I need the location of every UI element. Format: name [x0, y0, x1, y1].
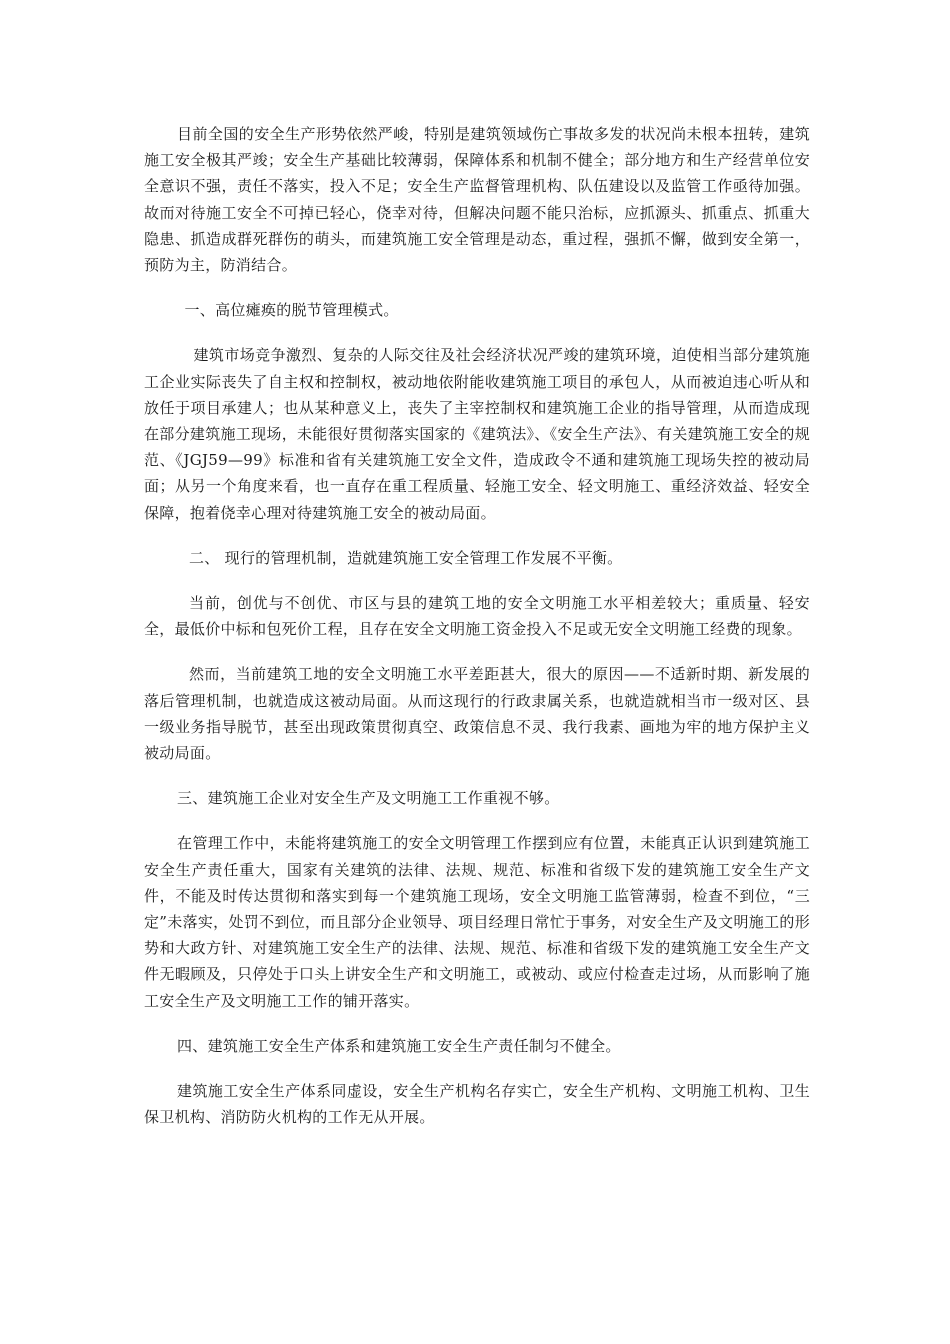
section-4-paragraph: 建筑施工安全生产体系同虚设，安全生产机构名存实亡，安全生产机构、文明施工机构、卫生保卫机构、消防防火机构的工作无从开展。	[144, 1082, 810, 1127]
document-page	[144, 121, 810, 1150]
section-heading-4: 四、建筑施工安全生产体系和建筑施工安全生产责任制匀不健全。	[177, 1036, 621, 1055]
section-2-paragraph-1: 当前，创优与不创优、市区与县的建筑工地的安全文明施工水平相差较大；重质量、轻安全，最低价中标和包死价工程，且存在安全文明施工资金投入不足或无安全文明施工经费的现象。	[144, 594, 810, 639]
section-heading-1: 一、高位瘫痪的脱节管理模式。	[184, 301, 399, 320]
section-2-paragraph-2: 然而，当前建筑工地的安全文明施工水平差距甚大，很大的原因——不适新时期、新发展的落后管理机制，也就造成这被动局面。从而这现行的行政隶属关系，也就造就相当市一级对区、县一级业务指导脱节，甚至出现政策贯彻真空、政策信息不灵、我行我素、画地为牢的地方保护主义被动局面。	[144, 665, 810, 763]
section-heading-3: 三、建筑施工企业对安全生产及文明施工工作重视不够。	[177, 789, 560, 808]
section-1-paragraph: 建筑市场竞争激烈、复杂的人际交往及社会经济状况严竣的建筑环境，迫使相当部分建筑施工企业实际丧失了自主权和控制权，被动地依附能收建筑施工项目的承包人，从而被迫违心听从和放任于项目承建人；也从某种意义上，丧失了主宰控制权和建筑施工企业的指导管理，从而造成现在部分建筑施工现场，未能很好贯彻落实国家的《建筑法》、《安全生产法》、有关建筑施工安全的规范、《JGJ59—99》标准和省有关建筑施工安全文件，造成政令不通和建筑施工现场失控的被动局面；从另一个角度来看，也一直存在重工程质量、轻施工安全、轻文明施工、重经济效益、轻安全保障，抱着侥幸心理对待建筑施工安全的被动局面。	[144, 346, 811, 522]
section-heading-2: 二、 现行的管理机制，造就建筑施工安全管理工作发展不平衡。	[189, 548, 623, 567]
section-3-paragraph: 在管理工作中，未能将建筑施工的安全文明管理工作摆到应有位置，未能真正认识到建筑施工安全生产责任重大，国家有关建筑的法律、法规、规范、标准和省级下发的建筑施工安全生产文件，不能及时传达贯彻和落实到每一个建筑施工现场，安全文明施工监管薄弱，检查不到位，“三定”未落实，处罚不到位，而且部分企业领导、项目经理日常忙于事务，对安全生产及文明施工的形势和大政方针、对建筑施工安全生产的法律、法规、规范、标准和省级下发的建筑施工安全生产文件无暇顾及，只停处于口头上讲安全生产和文明施工，或被动、或应付检查走过场，从而影响了施工安全生产及文明施工工作的铺开落实。	[144, 834, 810, 1010]
intro-paragraph: 目前全国的安全生产形势依然严峻，特别是建筑领域伤亡事故多发的状况尚未根本扭转，建筑施工安全极其严竣；安全生产基础比较薄弱，保障体系和机制不健全；部分地方和生产经营单位安全意识不强，责任不落实，投入不足；安全生产监督管理机构、队伍建设以及监管工作亟待加强。故而对待施工安全不可掉已轻心，侥幸对待，但解决问题不能只治标，应抓源头、抓重点、抓重大隐患、抓造成群死群伤的萌头，而建筑施工安全管理是动态，重过程，强抓不懈，做到安全第一，预防为主，防消结合。	[144, 125, 810, 275]
